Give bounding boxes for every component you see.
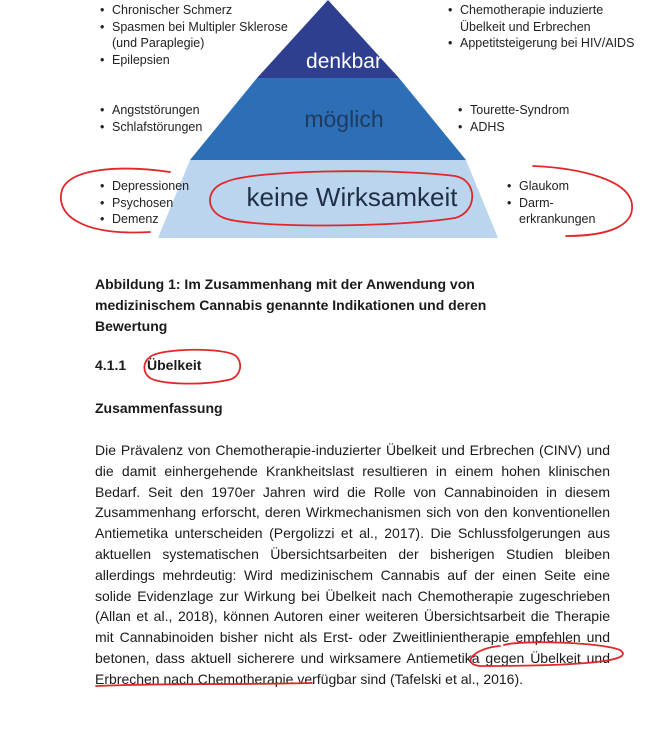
list-item: • Darm-erkrankungen: [505, 195, 615, 228]
tier-label-middle: möglich: [304, 106, 384, 132]
list-item: • Chemotherapie induzierte Übelkeit und Erbrechen: [446, 2, 646, 35]
list-item: • Schlafstörungen: [98, 119, 298, 136]
section-title: Übelkeit: [147, 357, 202, 373]
list-item: • Chronischer Schmerz: [98, 2, 298, 19]
tier-label-top: denkbar: [306, 50, 382, 73]
list-item: • Appetitsteigerung bei HIV/AIDS: [446, 35, 646, 52]
list-item: • Depressionen: [98, 178, 218, 195]
list-item: • Angststörungen: [98, 102, 298, 119]
list-item: • Psychosen: [98, 195, 218, 212]
paragraph-text: Die Prävalenz von Chemotherapie-induzierter Übelkeit und Erbrechen (CINV) und die damit einhergehende Krankheitslast resultieren in einem hohen klinischen Bedarf. Seit den 1970er Jahren wird die Rolle von Cannabinoiden in diesem Zusammenhang erforscht, deren Wirkmechanismen sich von den konventionellen Antiemetika unterscheiden (Pergolizzi et al., 2017). Die Schlussfolgerungen aus aktuellen systematischen Übersichtsarbeiten der bisherigen Studien bleiben allerdings mehrdeutig: Wird medizinischem Cannabis auf der einen Seite eine solide Evidenzlage zur Wirkung bei Übelkeit nach Chemotherapie zugeschrieben (Allan et al., 2018), können Autoren einer weiteren Übersichtsarbeit die Therapie mit Cannabinoiden bisher: [95, 442, 610, 646]
list-item: • Demenz: [98, 211, 218, 228]
paragraph-text: und betonen, dass aktuell sicherere und wirksamere Antiemetika gegen Übelkeit und Erbrechen nach Chemotherapie verfügbar sind (Tafelski et al., 2016).: [95, 629, 611, 687]
section-heading: [95, 357, 201, 373]
indications-top-left: [98, 2, 298, 68]
tier-label-bottom: keine Wirksamkeit: [246, 182, 458, 212]
figure-caption: Abbildung 1: Im Zusammenhang mit der Anwendung von medizinischem Cannabis genannte Indikationen und deren Bewertung: [95, 276, 487, 334]
indications-middle-right: [456, 102, 636, 135]
annotated-phrase: nicht als Erst- oder Zweitlinientherapie empfehlen: [263, 629, 581, 646]
indications-bottom-left: [98, 178, 218, 228]
indications-bottom-right: [505, 178, 615, 228]
list-item: • Epilepsien: [98, 52, 298, 69]
body-paragraph: [95, 440, 610, 690]
list-item: • ADHS: [456, 119, 636, 136]
section-number: 4.1.1: [95, 357, 127, 373]
indications-middle-left: [98, 102, 298, 135]
list-item: • Spasmen bei Multipler Sklerose (und Paraplegie): [98, 19, 298, 52]
list-item: • Glaukom: [505, 178, 615, 195]
subheading: Zusammenfassung: [95, 400, 223, 416]
indications-top-right: [446, 2, 646, 52]
list-item: • Tourette-Syndrom: [456, 102, 636, 119]
